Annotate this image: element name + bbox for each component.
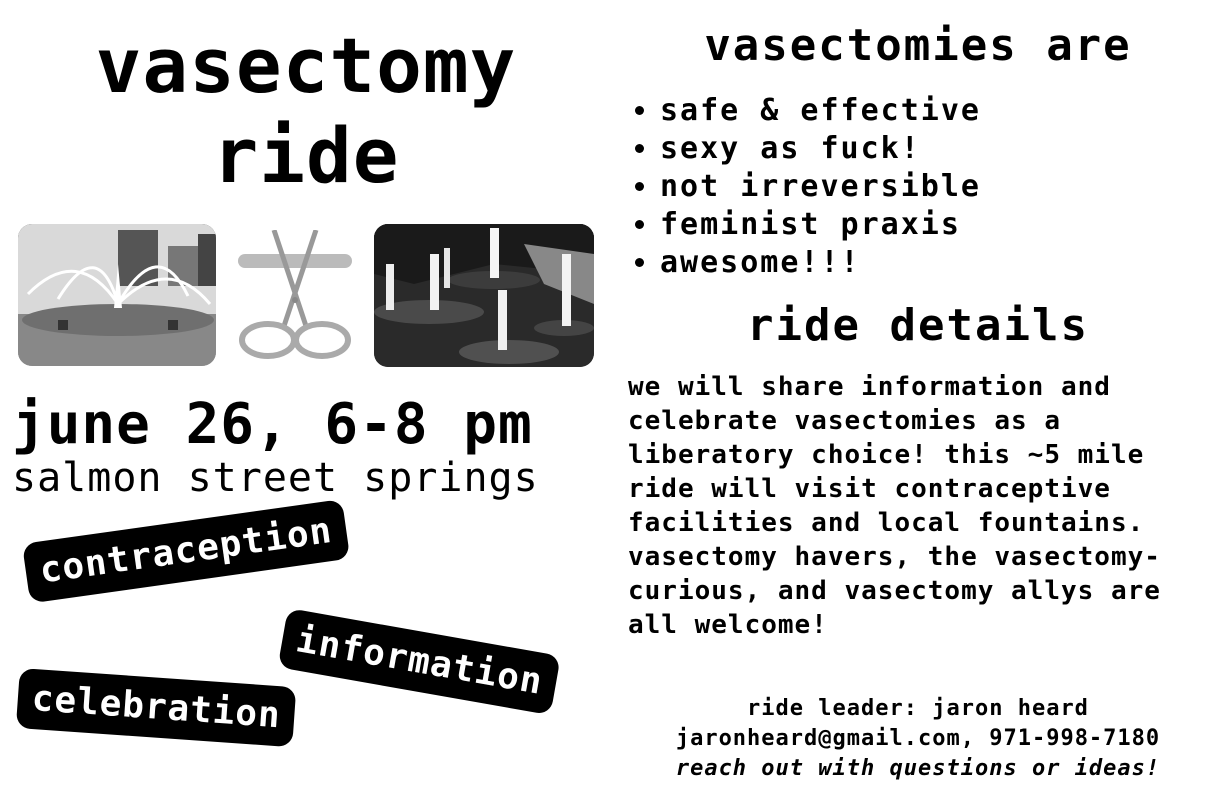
fountain-photo-right [374,224,594,367]
title-line-1: vasectomy [95,21,517,110]
tag-contraception: contraception [22,499,350,603]
benefit-item: • not irreversible [660,168,981,206]
event-location: salmon street springs [12,455,539,501]
benefit-item: • awesome!!! [660,244,981,282]
benefits-heading: vasectomies are [704,20,1132,71]
benefit-item: • sexy as fuck! [660,130,981,168]
ride-leader: ride leader: jaron heard [747,696,1089,721]
benefit-item: • safe & effective [660,92,981,130]
fountain-photo-left [18,224,216,366]
benefit-item: • feminist praxis [660,206,981,244]
details-heading: ride details [747,300,1089,351]
tag-information: information [278,608,562,715]
fountain-photo-left-image [18,224,216,366]
details-body: we will share information and celebrate vasectomies as a liberatory choice! this ~5 mile ride will visit contraceptive facilities and local fountains. vasectomy havers, the vasectomy-curious, and vasectomy allys are all welcome! [628,372,1161,640]
contact-email-phone: jaronheard@gmail.com, 971-998-7180 [675,726,1161,751]
tag-celebration: celebration [16,668,297,747]
benefits-list [628,92,981,282]
fountain-photo-right-image [374,224,594,367]
title-line-2: ride [212,111,400,200]
event-date: june 26, 6-8 pm [12,392,533,457]
contact-note: reach out with questions or ideas! [675,756,1161,781]
scissors-icon [234,230,356,362]
